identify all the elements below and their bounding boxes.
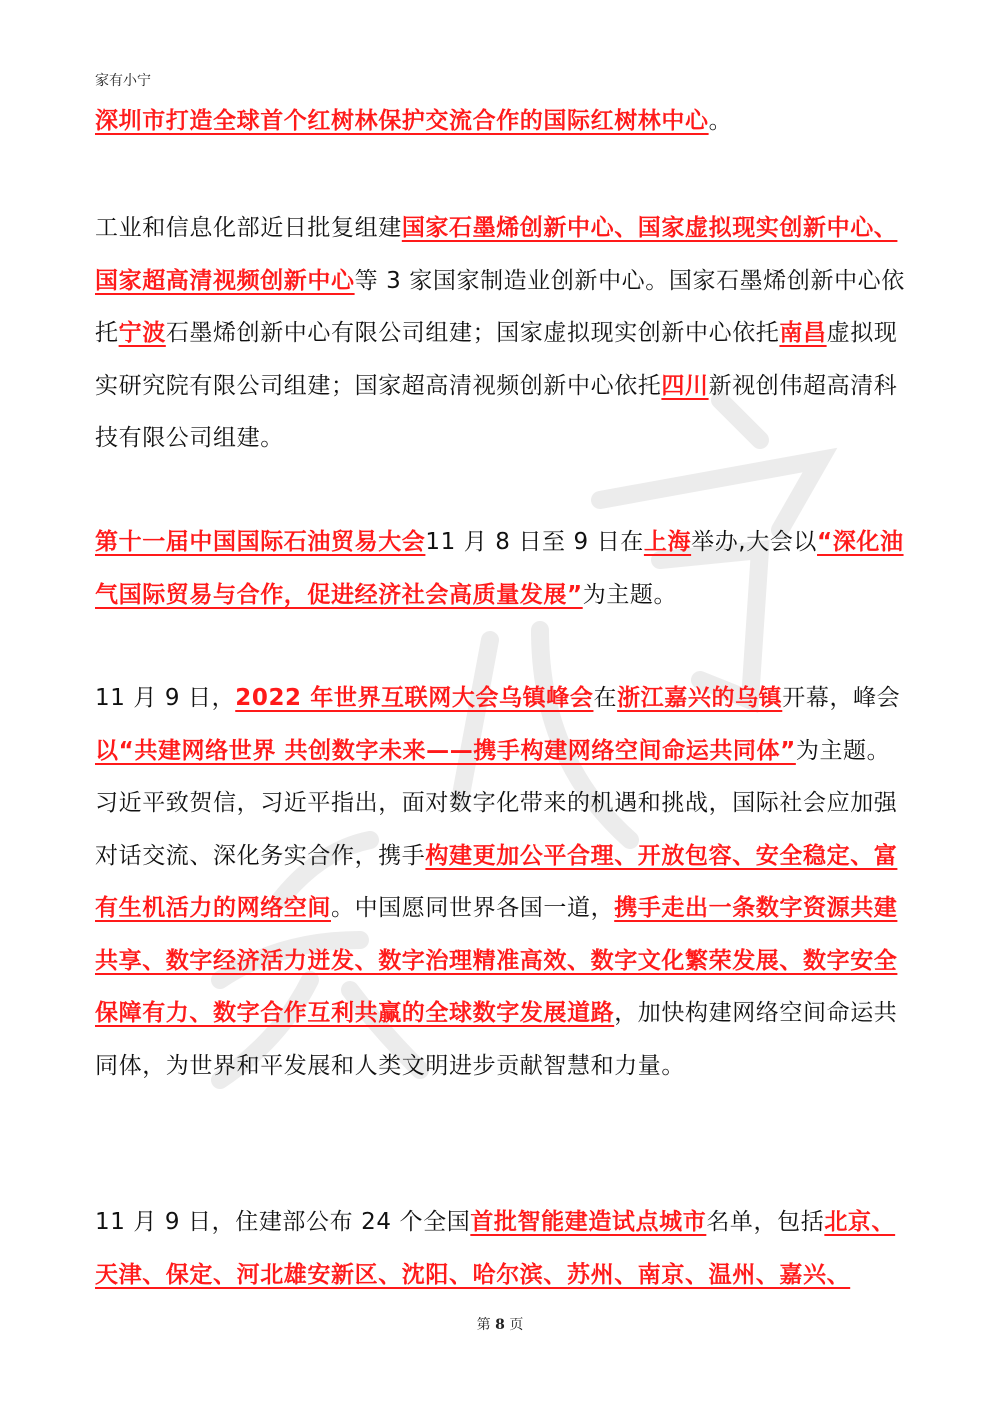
highlight-text: 首批智能建造试点城市 <box>470 1209 707 1235</box>
highlight-text: 2022 年世界互联网大会乌镇峰会 <box>235 685 594 711</box>
plain-text: 11 月 8 日至 9 日在 <box>425 529 644 555</box>
highlight-text: 浙江嘉兴的乌镇 <box>617 685 783 711</box>
highlight-text: 深圳市打造全球首个红树林保护交流合作的国际红树林中心 <box>95 108 709 134</box>
plain-text: 新视创伟超高清科技有限公司组建。 <box>95 372 898 451</box>
plain-text: 11 月 9 日， <box>95 685 236 711</box>
highlight-text: 国家石墨烯创新中心、国家虚拟现实创新中心、国家超高清视频创新中心 <box>95 215 898 294</box>
page-footer <box>0 1314 1000 1334</box>
paragraph-smart-construction <box>95 1196 907 1301</box>
highlight-text: 宁波 <box>118 320 166 346</box>
plain-text: 为主题。习近平致贺信，习近平指出，面对数字化带来的机遇和挑战，国际社会应加强对话交流、深化务实合作，携手 <box>95 737 898 869</box>
paragraph-innovation-centers <box>95 202 907 465</box>
highlight-text: 北京、天津、保定、河北雄安新区、沈阳、哈尔滨、苏州、南京、温州、嘉兴、 <box>95 1209 896 1288</box>
highlight-text: 携手走出一条数字资源共建共享、数字经济活力迸发、数字治理精准高效、数字文化繁荣发展、数字安全保障有力、数字合作互利共赢的全球数字发展道路 <box>95 895 898 1026</box>
highlight-text: 上海 <box>643 529 692 555</box>
plain-text: 等 3 家国家制造业创新中心。国家石墨烯创新中心依托 <box>95 267 905 346</box>
plain-text: 工业和信息化部近日批复组建 <box>95 215 402 241</box>
plain-text: 在 <box>593 685 618 711</box>
plain-text: ，加快构建网络空间命运共同体，为世界和平发展和人类文明进步贡献智慧和力量。 <box>95 1000 898 1079</box>
paragraph-oil-trade-conference <box>95 516 907 621</box>
highlight-text: “深化油气国际贸易与合作，促进经济社会高质量发展” <box>95 529 904 608</box>
highlight-text: 第十一届中国国际石油贸易大会 <box>95 529 426 555</box>
plain-text: 举办,大会以 <box>691 529 818 555</box>
plain-text: 为主题。 <box>582 581 678 608</box>
plain-text: 石墨烯创新中心有限公司组建；国家虚拟现实创新中心依托 <box>165 320 780 346</box>
highlight-text: 南昌 <box>779 320 827 346</box>
highlight-text: 四川 <box>661 372 709 399</box>
plain-text: 名单，包括 <box>706 1209 825 1235</box>
paragraph-mangrove <box>95 95 907 148</box>
highlight-text: 构建更加公平合理、开放包容、安全稳定、富有生机活力的网络空间 <box>95 842 898 921</box>
plain-text: 开幕，峰会 <box>782 685 901 711</box>
plain-text: 。 <box>708 108 733 134</box>
footer-prefix: 第 <box>476 1317 491 1333</box>
plain-text: 虚拟现实研究院有限公司组建；国家超高清视频创新中心依托 <box>95 320 898 399</box>
highlight-text: 以“共建网络世界 共创数字未来——携手构建网络空间命运共同体” <box>95 737 796 764</box>
paragraph-internet-conference <box>95 672 907 1092</box>
document-header: 家有小宁 <box>95 73 151 89</box>
footer-suffix: 页 <box>509 1317 524 1333</box>
page-number: 8 <box>495 1317 505 1333</box>
plain-text: 11 月 9 日，住建部公布 24 个全国 <box>95 1209 471 1235</box>
plain-text: 。中国愿同世界各国一道， <box>331 895 615 921</box>
